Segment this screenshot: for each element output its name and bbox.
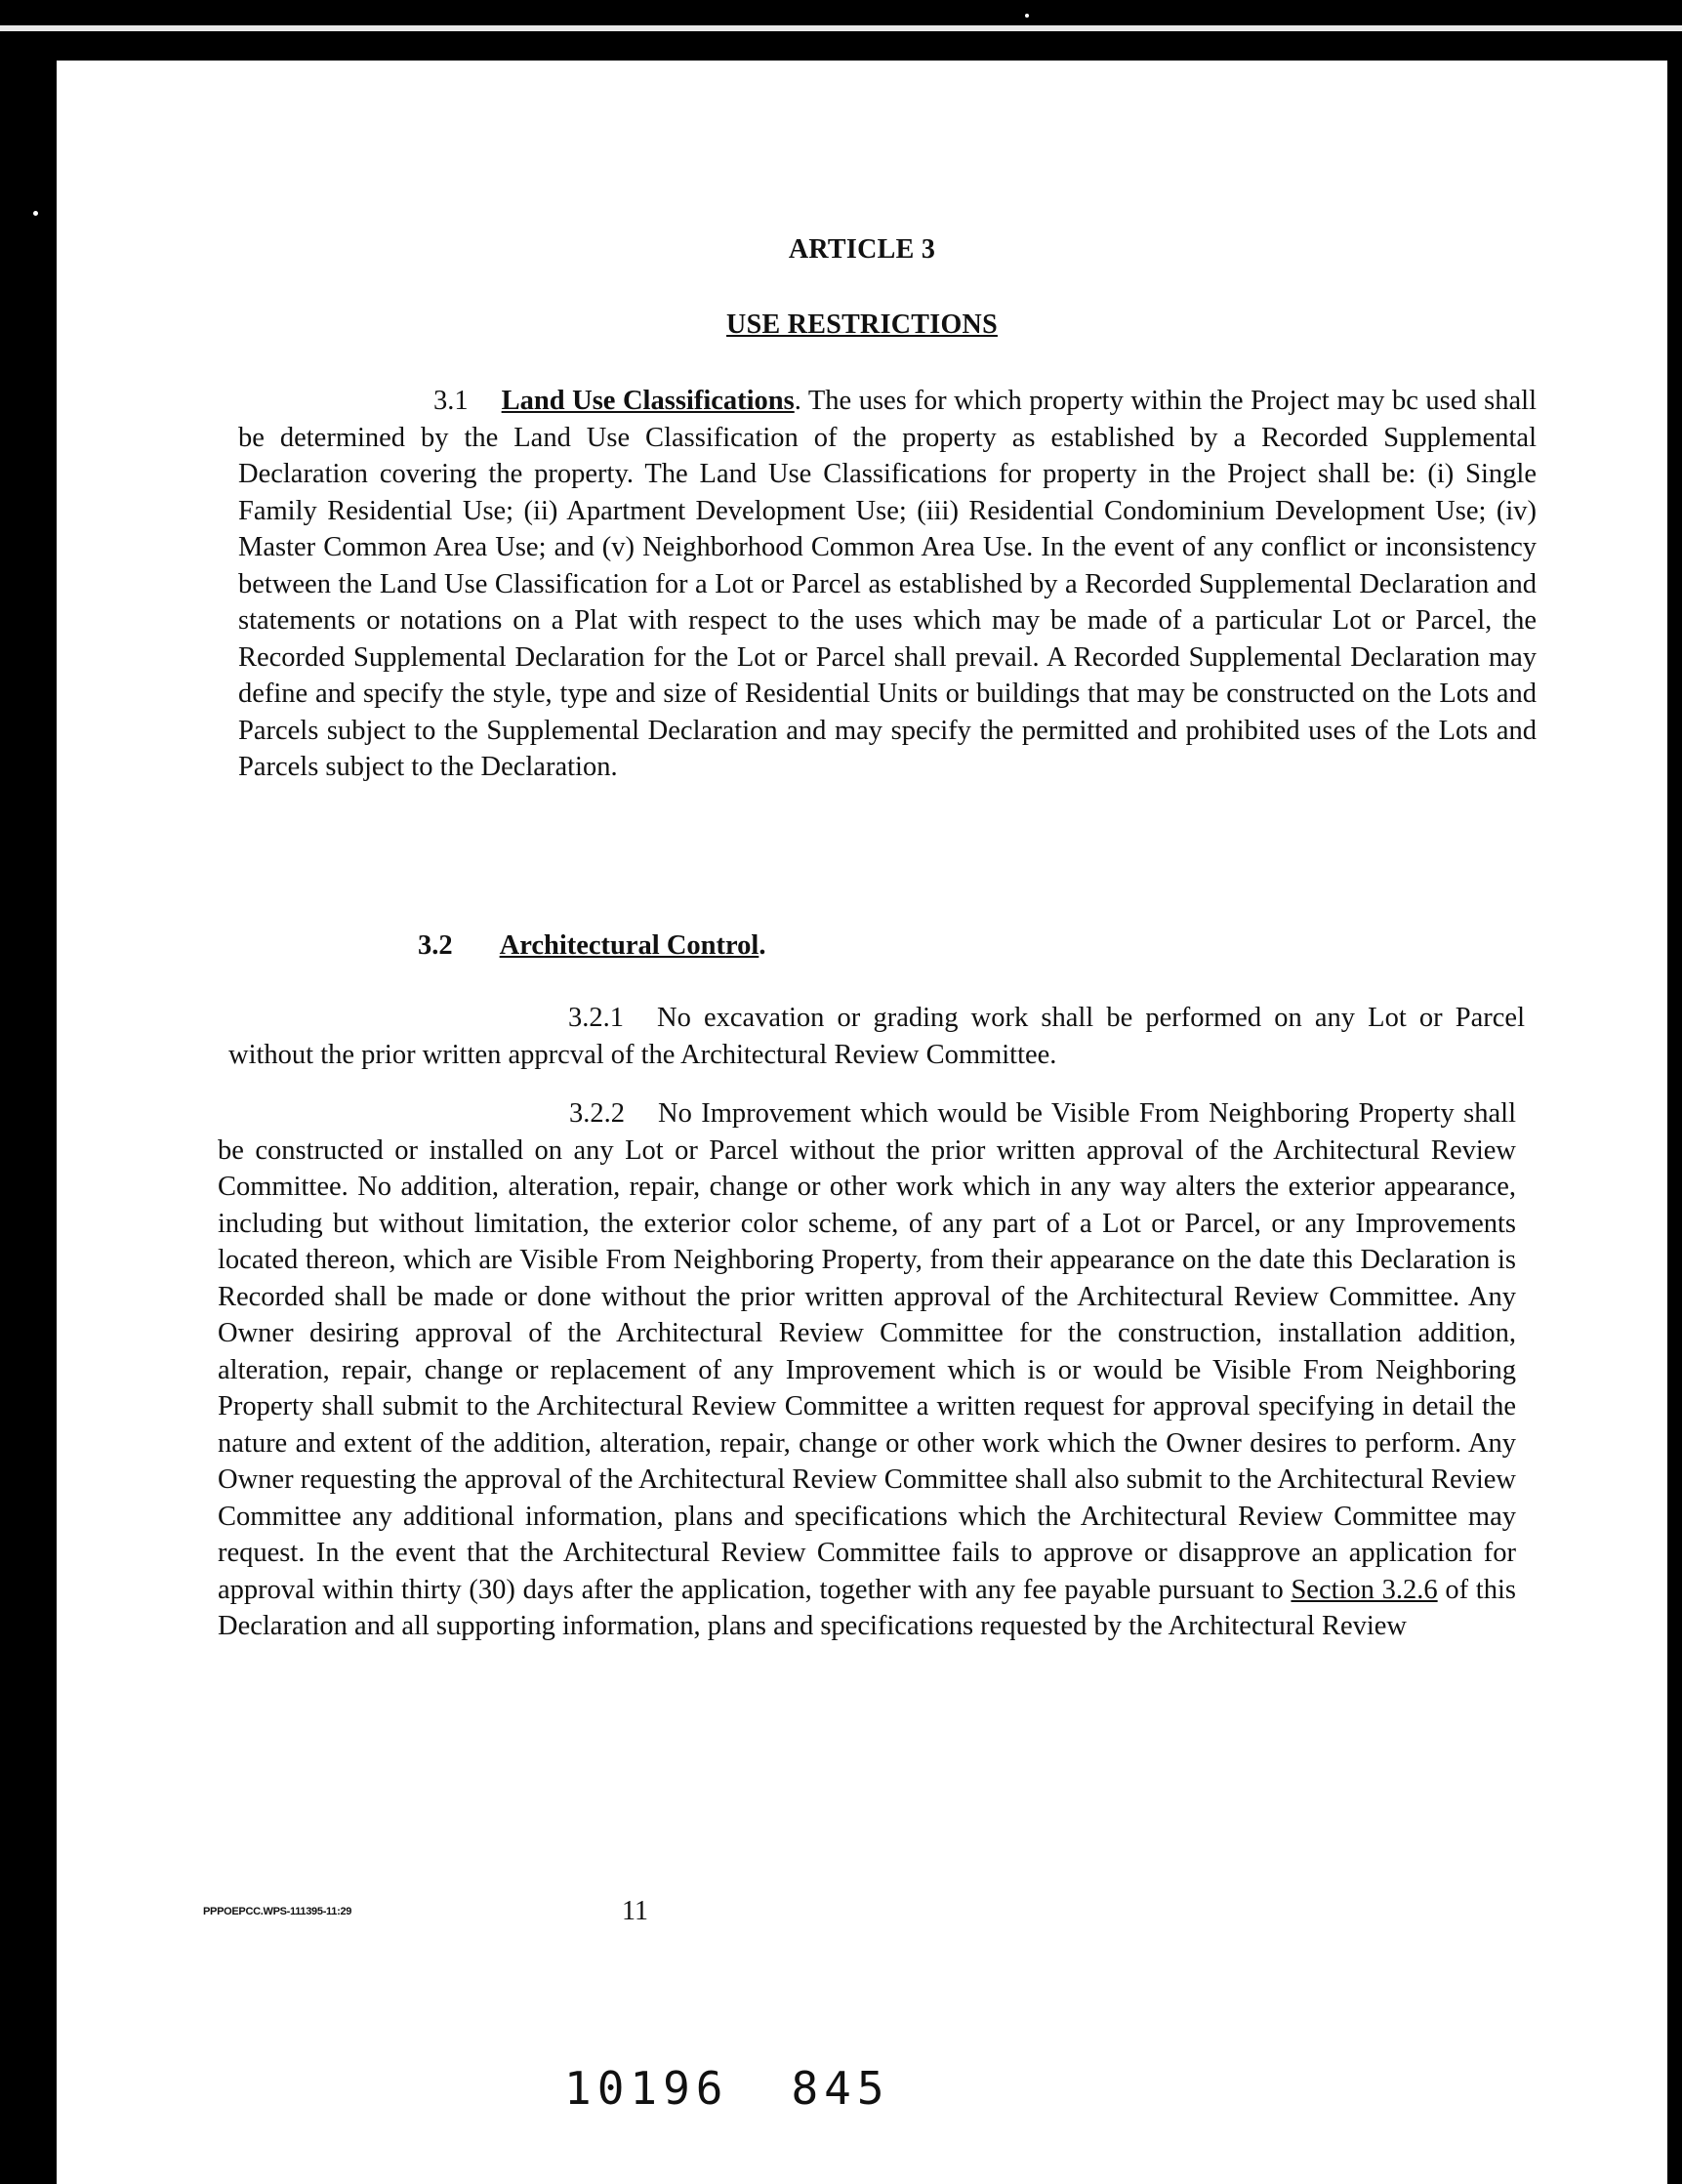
scan-speck — [33, 211, 38, 216]
section-heading: USE RESTRICTIONS — [726, 309, 998, 340]
section-3-2-2-paragraph — [218, 1095, 1516, 1645]
subsection-number: 3.2.2 — [569, 1098, 625, 1129]
section-title: Land Use Classifications — [501, 386, 795, 416]
subsection-body-continued: of this Declaration and all supporting information, plans and specifications requested by the Architectural Review — [218, 1574, 1516, 1641]
scan-speck — [1660, 1582, 1665, 1586]
scan-border-line — [0, 25, 1682, 31]
recording-page: 845 — [791, 2062, 890, 2115]
section-3-1-paragraph — [238, 383, 1537, 786]
section-reference: Section 3.2.6 — [1291, 1574, 1438, 1605]
section-number: 3.1 — [433, 386, 469, 416]
section-body: . The uses for which property within the Project may bc used shall be determined by the Land Use Classification of the property as established by a Recorded Supplemental Declaration covering the property. The Land Use Classifications for property in the Project shall be: (i) Single Family Residential Use; (ii) Apartment Development Use; (iii) Residential Condominium Development Use; (iv) Master Common Area Use; and (v) Neighborhood Common Area Use. In the event of any conflict or inconsistency between the Land Use Classification for a Lot or Parcel as established by a Recorded Supplemental Declaration and statements or notations on a Plat with respect to the uses which may be made of a particular Lot or Parcel, the Recorded Supplemental Declaration for the Lot or Parcel shall prevail. A Recorded Supplemental Declaration may define and specify the style, type and size of Residential Units or buildings that may be constructed on the Lots and Parcels subject to the Supplemental Declaration and may specify the permitted and prohibited uses of the Lots and Parcels subject to the Declaration. — [238, 386, 1537, 782]
section-number: 3.2 — [418, 930, 453, 961]
subsection-body: No excavation or grading work shall be performed on any Lot or Parcel without the prior written apprcval of the Architectural Review Committee. — [228, 1003, 1525, 1070]
section-title-suffix: . — [759, 930, 766, 961]
article-heading: ARTICLE 3 — [788, 234, 936, 265]
file-code: PPPOEPCC.WPS-111395-11:29 — [203, 1906, 352, 1917]
subsection-number: 3.2.1 — [568, 1003, 624, 1033]
recording-book: 10196 — [564, 2062, 729, 2115]
section-title: Architectural Control — [499, 930, 759, 961]
section-3-2-1-paragraph — [228, 1000, 1525, 1073]
document-page — [57, 61, 1667, 2184]
page-number: 11 — [622, 1896, 648, 1926]
section-3-2-heading — [418, 927, 765, 965]
subsection-body: No Improvement which would be Visible From Neighboring Property shall be constructed or installed on any Lot or Parcel without the prior written approval of the Architectural Review Committee. No addition, alteration, repair, change or other work which in any way alters the exterior appearance, including but without limitation, the exterior color scheme, of any part of a Lot or Parcel, or any Improvements located thereon, which are Visible From Neighboring Property, from their appearance on the date this Declaration is Recorded shall be made or done without the prior written approval of the Architectural Review Committee. Any Owner desiring approval of the Architectural Review Committee for the construction, installation addition, alteration, repair, change or replacement of any Improvement which is or would be Visible From Neighboring Property shall submit to the Architectural Review Committee a written request for approval specifying in detail the nature and extent of the addition, alteration, repair, change or other work which the Owner desires to perform. Any Owner requesting the approval of the Architectural Review Committee shall also submit to the Architectural Review Committee any additional information, plans and specifications which the Architectural Review Committee may request. In the event that the Architectural Review Committee fails to approve or disapprove an application for approval within thirty (30) days after the application, together with any fee payable pursuant to — [218, 1098, 1516, 1605]
recording-number — [564, 2062, 890, 2115]
scan-speck — [1025, 14, 1029, 18]
